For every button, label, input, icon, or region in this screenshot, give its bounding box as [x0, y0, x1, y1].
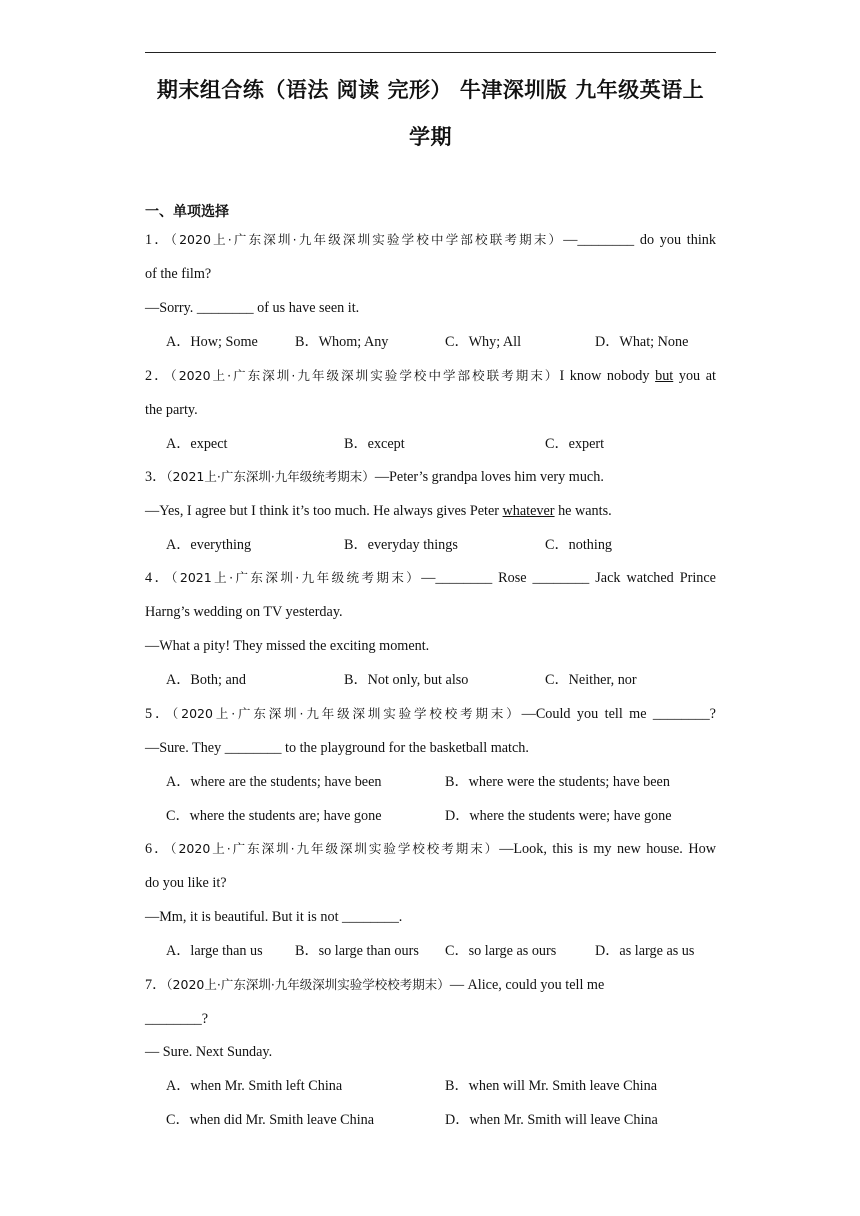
question-7-line-3: — Sure. Next Sunday.: [145, 1044, 273, 1060]
question-source: （2020上·广东深圳·九年级深圳实验学校中学部校联考期末）: [170, 232, 564, 247]
question-stem: —Look, this is my new house. How: [499, 841, 716, 857]
question-2-line-2: the party.: [145, 402, 198, 418]
question-7-option-d: D．when Mr. Smith will leave China: [445, 1112, 658, 1128]
question-6-option-b: B．so large than ours: [295, 943, 419, 959]
question-6-option-d: D．as large as us: [595, 943, 695, 959]
question-1-line-3: —Sorry. ________ of us have seen it.: [145, 300, 360, 316]
question-4-option-c: C．Neither, nor: [545, 672, 637, 688]
question-1-option-a: A．How; Some: [166, 334, 258, 350]
question-7-line-1: [145, 975, 716, 995]
question-1-line-2: of the film?: [145, 266, 212, 282]
question-stem-end: you at: [673, 368, 716, 384]
question-stem: —Could you tell me ________?: [521, 706, 716, 722]
question-number: 6．: [145, 841, 171, 857]
question-stem-end: he wants.: [554, 503, 612, 519]
question-number: 3．: [145, 469, 167, 485]
question-3-option-c: C．nothing: [545, 537, 613, 553]
question-6-option-c: C．so large as ours: [445, 943, 557, 959]
question-number: 1．: [145, 232, 171, 248]
question-stem: —Peter’s grandpa loves him very much.: [374, 469, 604, 485]
question-1-option-c: C．Why; All: [445, 334, 522, 350]
question-number: 5．: [145, 706, 173, 722]
question-6-line-3: —Mm, it is beautiful. But it is not ________.: [145, 909, 403, 925]
question-7-line-2: ________?: [145, 1011, 209, 1027]
header-rule: [145, 52, 716, 53]
question-number: 2．: [145, 368, 171, 384]
question-number: 7．: [145, 977, 167, 993]
question-stem: I know nobody: [559, 368, 656, 384]
question-stem: — Alice, could you tell me: [449, 977, 605, 993]
question-4-line-3: —What a pity! They missed the exciting moment.: [145, 638, 430, 654]
question-5-option-d: D．where the students were; have gone: [445, 808, 672, 824]
question-4-option-a: A．Both; and: [166, 672, 246, 688]
underlined-word: but: [655, 368, 674, 384]
question-source: （2021上·广东深圳·九年级统考期末）: [171, 570, 422, 585]
question-1-line-1: [145, 230, 716, 250]
question-7-option-c: C．when did Mr. Smith leave China: [166, 1112, 375, 1128]
question-7-option-b: B．when will Mr. Smith leave China: [445, 1078, 658, 1094]
question-3-line-1: [145, 467, 716, 487]
question-4-line-1: [145, 568, 716, 588]
question-source: （2021上·广东深圳·九年级统考期末）: [166, 469, 375, 484]
question-2-option-a: A．expect: [166, 436, 228, 452]
underlined-word: whatever: [502, 503, 555, 519]
question-5-option-b: B．where were the students; have been: [445, 774, 670, 790]
question-6-option-a: A．large than us: [166, 943, 263, 959]
question-4-option-b: B．Not only, but also: [344, 672, 469, 688]
question-stem: —________ Rose ________ Jack watched Prince: [421, 570, 716, 586]
question-2-option-c: C．expert: [545, 436, 605, 452]
question-7-option-a: A．when Mr. Smith left China: [166, 1078, 343, 1094]
question-5-line-2: —Sure. They ________ to the playground for the basketball match.: [145, 740, 529, 756]
question-6-line-2: do you like it?: [145, 875, 227, 891]
question-4-line-2: Harng’s wedding on TV yesterday.: [145, 604, 343, 620]
question-stem: —Yes, I agree but I think it’s too much. He always gives Peter: [145, 503, 503, 519]
question-2-option-b: B．except: [344, 436, 405, 452]
question-5-option-a: A．where are the students; have been: [166, 774, 382, 790]
document-title-line1: 期末组合练（语法 阅读 完形） 牛津深圳版 九年级英语上: [156, 78, 705, 102]
question-source: （2020上·广东深圳·九年级深圳实验学校校考期末）: [172, 706, 522, 721]
section-heading: 一、单项选择: [145, 204, 229, 220]
question-source: （2020上·广东深圳·九年级深圳实验学校校考期末）: [170, 841, 500, 856]
question-2-line-1: [145, 366, 716, 386]
document-title-line2: 学期: [409, 125, 452, 149]
question-3-line-2: [145, 501, 716, 521]
question-1-option-d: D．What; None: [595, 334, 689, 350]
question-3-option-b: B．everyday things: [344, 537, 458, 553]
question-number: 4．: [145, 570, 172, 586]
question-source: （2020上·广东深圳·九年级深圳实验学校中学部校联考期末）: [170, 368, 560, 383]
question-stem: —________ do you think: [563, 232, 716, 248]
question-1-option-b: B．Whom; Any: [295, 334, 389, 350]
question-3-option-a: A．everything: [166, 537, 252, 553]
question-6-line-1: [145, 839, 716, 859]
question-5-line-1: [145, 704, 716, 724]
question-source: （2020上·广东深圳·九年级深圳实验学校校考期末）: [166, 977, 450, 992]
question-5-option-c: C．where the students are; have gone: [166, 808, 382, 824]
